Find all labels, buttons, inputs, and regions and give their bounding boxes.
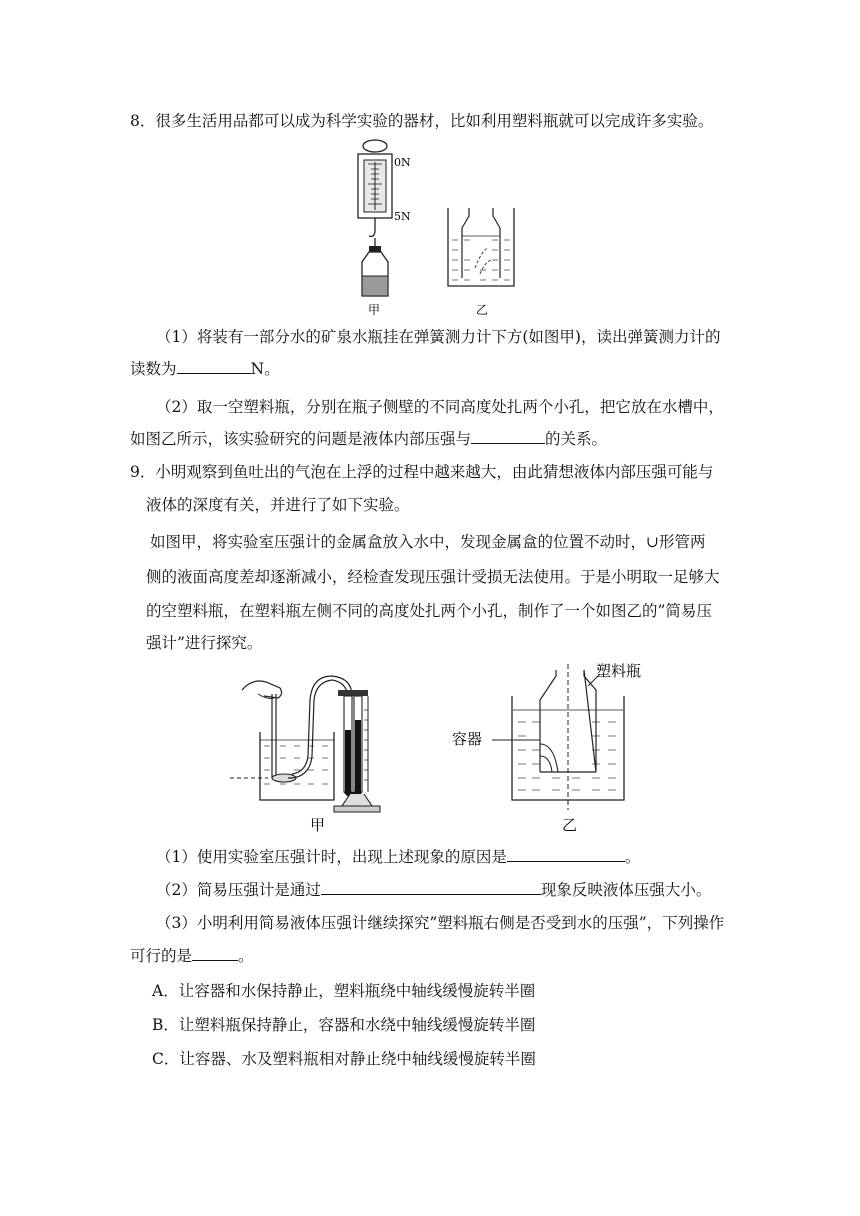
q8-part1-line2 [130, 357, 280, 380]
q9-figure [228, 660, 660, 838]
q9-sub2 [156, 878, 711, 901]
q9-para-line1: 如图甲，将实验室压强计的金属盒放入水中，发现金属盒的位置不动时，∪形管两 [150, 533, 706, 551]
fig2-label-yi: 乙 [562, 816, 578, 834]
q8-figure [350, 138, 530, 320]
q9-para-line3: 的空塑料瓶，在塑料瓶左侧不同的高度处扎两个小孔，制作了一个如图乙的”简易压 [146, 602, 712, 620]
scale-top-label: 0N [394, 156, 411, 169]
q8-part2-line1: （2）取一空塑料瓶，分别在瓶子侧壁的不同高度处扎两个小孔，把它放在水槽中， [156, 398, 724, 416]
fig-label-yi: 乙 [476, 303, 489, 317]
q9-answer-blank-3[interactable] [192, 944, 238, 961]
q9-option-c: C．让容器、水及塑料瓶相对静止绕中轴线缓慢旋转半圈 [152, 1050, 536, 1068]
q9-sub1-suffix: 。 [624, 848, 641, 866]
q9-sub1 [156, 845, 640, 868]
fig2-label-jia: 甲 [310, 816, 326, 834]
bottle-label: 塑料瓶 [596, 662, 642, 680]
q8-part2-line2 [130, 427, 607, 450]
container-label: 容器 [452, 730, 483, 748]
q8-stem: 8．很多生活用品都可以成为科学实验的器材，比如利用塑料瓶就可以完成许多实验。 [130, 112, 714, 130]
q9-stem-line1: 9．小明观察到鱼吐出的气泡在上浮的过程中越来越大，由此猜想液体内部压强可能与 [130, 463, 714, 481]
q9-sub2-suffix: 现象反映液体压强大小。 [540, 881, 712, 899]
q9-sub2-prefix: （2）简易压强计是通过 [156, 881, 321, 899]
q9-stem-line2: 液体的深度有关，并进行了如下实验。 [146, 496, 410, 514]
q9-sub3-line1: （3）小明利用简易液体压强计继续探究”塑料瓶右侧是否受到水的压强”，下列操作 [156, 914, 725, 932]
q9-para-line2: 侧的液面高度差却逐渐减小，经检查发现压强计受损无法使用。于是小明取一足够大 [146, 568, 720, 586]
q9-option-a: A．让容器和水保持静止，塑料瓶绕中轴线缓慢旋转半圈 [152, 982, 536, 1000]
q9-sub3-suffix: 。 [238, 947, 254, 965]
q8-answer-blank-2[interactable] [471, 427, 545, 444]
q8-part1-unit: N。 [250, 360, 280, 378]
q9-sub3-line2 [130, 944, 254, 967]
q8-part1-line1: （1）将装有一部分水的矿泉水瓶挂在弹簧测力计下方(如图甲)，读出弹簧测力计的 [156, 328, 721, 346]
q9-sub1-prefix: （1）使用实验室压强计时，出现上述现象的原因是 [156, 848, 507, 866]
q9-option-b: B．让塑料瓶保持静止，容器和水绕中轴线缓慢旋转半圈 [152, 1016, 536, 1034]
q9-answer-blank-2[interactable] [321, 878, 541, 895]
fig-label-jia: 甲 [368, 303, 381, 317]
q8-part1-prefix: 读数为 [130, 360, 177, 378]
q8-answer-blank-1[interactable] [177, 357, 251, 374]
q9-sub3-prefix: 可行的是 [130, 947, 193, 965]
scale-bottom-label: 5N [394, 210, 411, 223]
q8-part2-prefix: 如图乙所示，该实验研究的问题是液体内部压强与 [130, 430, 472, 448]
q9-answer-blank-1[interactable] [507, 845, 625, 862]
q8-part2-suffix: 的关系。 [545, 430, 608, 448]
q9-para-line4: 强计”进行探究。 [146, 634, 263, 652]
